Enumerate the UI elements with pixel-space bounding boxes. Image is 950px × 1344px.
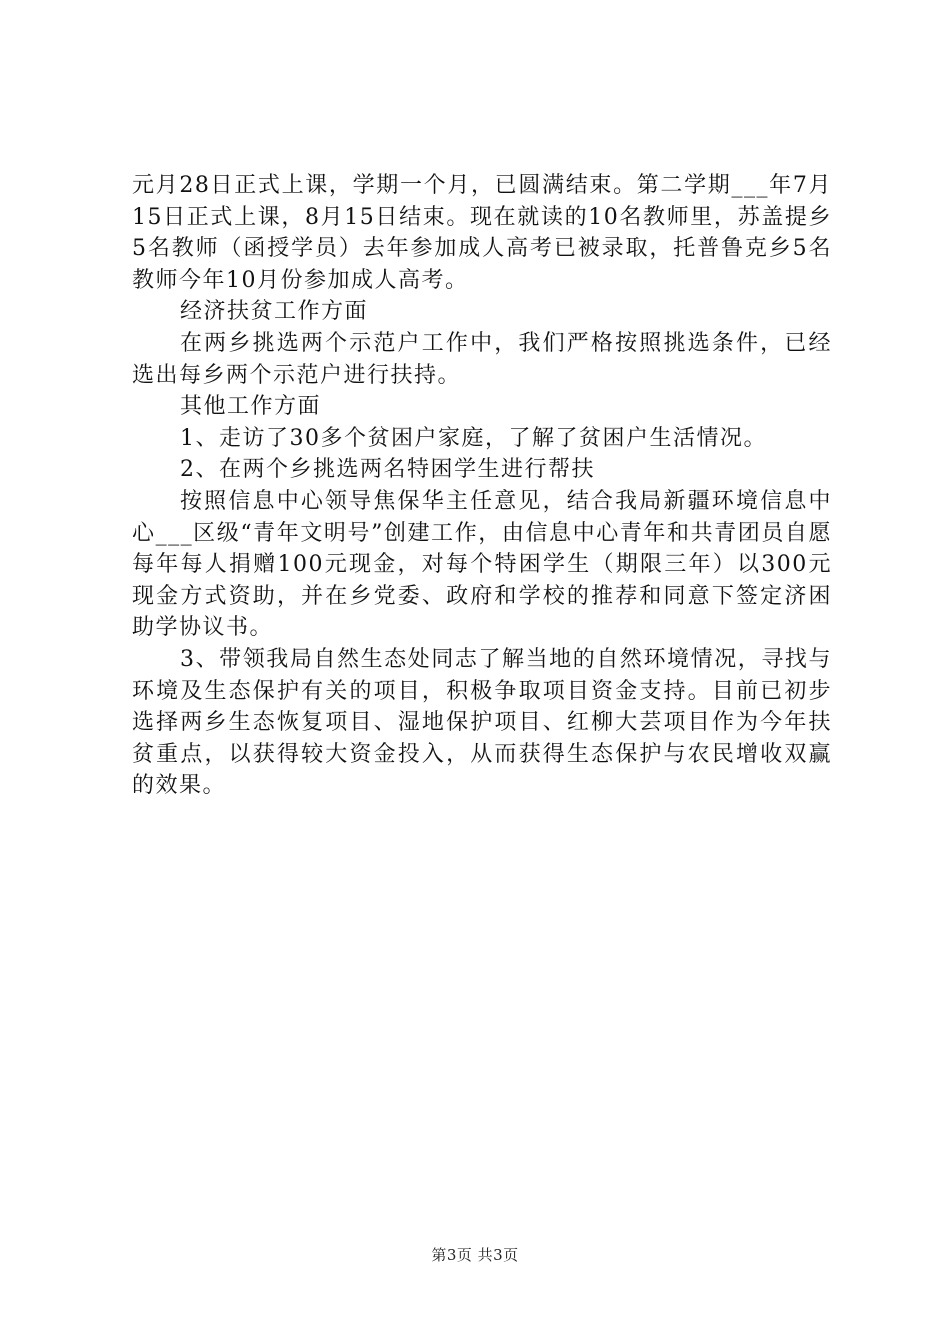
paragraph-student-aid: 按照信息中心领导焦保华主任意见，结合我局新疆环境信息中心___区级“青年文明号”创建工作，由信息中心青年和共青团员自愿每年每人捐赠100元现金，对每个特困学生（期限三年）以300元现金方式资助，并在乡党委、政府和学校的推荐和同意下签定济困助学协议书。 xyxy=(132,488,832,641)
list-item-1: 1、走访了30多个贫困户家庭，了解了贫困户生活情况。 xyxy=(180,425,767,451)
page-footer: 第3页 共3页 xyxy=(431,1246,519,1264)
document-body xyxy=(132,170,832,802)
paragraph-demo-households: 在两乡挑选两个示范户工作中，我们严格按照挑选条件，已经选出每乡两个示范户进行扶持。 xyxy=(132,330,832,388)
section-heading-other: 其他工作方面 xyxy=(180,394,322,420)
paragraph-continuation: 元月28日正式上课，学期一个月，已圆满结束。第二学期___年7月15日正式上课，8月15日结束。现在就读的10名教师里，苏盖提乡5名教师（函授学员）去年参加成人高考已被录取，托普鲁克乡5名教师今年10月份参加成人高考。 xyxy=(132,173,832,293)
section-heading-economic: 经济扶贫工作方面 xyxy=(180,299,369,325)
list-item-2: 2、在两个乡挑选两名特困学生进行帮扶 xyxy=(180,457,595,483)
list-item-3: 3、带领我局自然生态处同志了解当地的自然环境情况，寻找与环境及生态保护有关的项目，积极争取项目资金支持。目前已初步选择两乡生态恢复项目、湿地保护项目、红柳大芸项目作为今年扶贫重点，以获得较大资金投入，从而获得生态保护与农民增收双赢的效果。 xyxy=(132,646,832,799)
